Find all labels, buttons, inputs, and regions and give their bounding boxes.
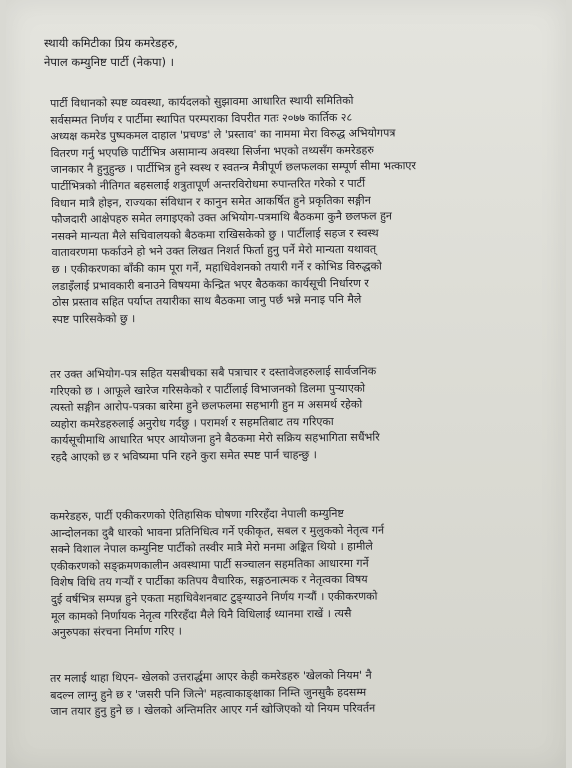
party-name-line: नेपाल कम्युनिष्ट पार्टी (नेकपा) । (44, 55, 174, 69)
salutation-block (44, 34, 524, 72)
paragraph-line: बदल्न लाग्नु हुने छ र 'जसरी पनि जित्ने' महत्वाकाङ्क्षाका निम्ति जुनसुकै हदसम्म (50, 685, 367, 702)
paragraph-line: पार्टीभित्रको नीतिगत बहसलाई शत्रुतापूर्ण अन्तरविरोधमा रुपान्तरित गरेको र पार्टी (50, 176, 366, 193)
paragraph-line: विधान मात्रै होइन, राज्यका संविधान र कानुन समेत आकर्षित हुने प्रकृतिका सङ्गीन (51, 193, 371, 210)
paragraph-line: जानकार नै हुनुहुन्छ । पार्टीभित्र हुने स्वस्थ र स्वतन्त्र मैत्रीपूर्ण छलफलका सम्पूर्ण सीमा भत्काएर (50, 159, 417, 177)
paragraph-line: तर मलाई थाहा थिएन- खेलको उत्तरार्द्धमा आएर केही कमरेडहरु 'खेलको नियम' नै (50, 668, 372, 685)
paragraph-line: कार्यसूचीमाथि आधारित भएर आयोजना हुने बैठकमा मेरो सक्रिय सहभागिता सधैंभरि (50, 430, 380, 448)
paragraph-line: नसक्ने मान्यता मैले सचिवालयको बैठकमा राखिसकेको छु । पार्टीलाई सहज र स्वस्थ (51, 226, 379, 243)
paragraph-line: मूल कामको निर्णायक नेतृत्व गरिरहँदा मैले यिनै विधिलाई ध्यानमा राखें । त्यसै (51, 606, 352, 623)
paragraph-line: आन्दोलनका दुबै धारको भावना प्रतिनिधित्व गर्ने एकीकृत, सबल र मुलुकको नेतृत्व गर्न (50, 523, 385, 540)
letter-page (6, 0, 566, 768)
paragraph-line: विशेष विधि तय गऱ्यौं र पार्टीका कतिपय वैचारिक, सङ्गठनात्मक र नेतृत्वका विषय (50, 573, 368, 590)
paragraph-3 (50, 504, 539, 642)
paragraph-line: सक्ने विशाल नेपाल कम्युनिष्ट पार्टीको तस्वीर मात्रै मेरो मनमा अङ्कित थियो । हामीले (50, 539, 373, 557)
paragraph-line: दुई वर्षभित्र सम्पन्न हुने एकता महाधिवेशनबाट टुङ्ग्याउने निर्णय गऱ्यौं । एकीकरणको (50, 589, 378, 606)
paragraph-line: वितरण गर्नु भएपछि पार्टीभित्र असामान्य अवस्था सिर्जना भएको तथ्यसँग कमरेडहरु (50, 143, 374, 160)
greeting-line: स्थायी कमिटीका प्रिय कमरेडहरु, (44, 36, 178, 50)
paragraph-line: ठोस प्रस्ताव सहित पर्याप्त तयारीका साथ बैठकमा जानु पर्छ भन्ने मनाइ पनि मैले (52, 292, 362, 310)
paragraph-line: कमरेडहरु, पार्टी एकीकरणको ऐतिहासिक घोषणा गरिरहँदा नेपाली कम्युनिष्ट (50, 506, 345, 523)
paragraph-line: रहदै आएको छ र भविष्यमा पनि रहने कुरा समेत स्पष्ट पार्न चाहन्छु । (50, 448, 317, 464)
paragraph-line: फौजदारी आक्षेपहरु समेत लगाइएको उक्त अभियोग-पत्रमाथि बैठकमा कुनै छलफल हुन (51, 209, 393, 227)
paragraph-2 (50, 362, 539, 467)
paragraph-line: अनुरुपका संरचना निर्माण गरिए । (51, 624, 182, 640)
paragraph-line: पार्टी विधानको स्पष्ट व्यवस्था, कार्यदलको सुझावमा आधारित स्थायी समितिको (50, 93, 354, 110)
paragraph-line: तर उक्त अभियोग-पत्र सहित यसबीचका सबै पत्राचार र दस्तावेजहरुलाई सार्वजनिक (50, 364, 377, 381)
paragraph-line: जान तयार हुनु हुने छ । खेलको अन्तिमतिर आएर गर्न खोजिएको यो नियम परिवर्तन (50, 701, 376, 719)
paragraph-line: स्पष्ट पारिसकेको छु । (52, 311, 136, 326)
paragraph-line: अध्यक्ष कमरेड पुष्पकमल दाहाल 'प्रचण्ड' ले 'प्रस्ताव' का नाममा मेरा विरुद्ध अभियोगपत्र (50, 126, 396, 144)
paragraph-1 (50, 91, 540, 328)
paragraph-line: एकीकरणको सङ्क्रमणकालीन अवस्थामा पार्टी सञ्चालन सहमतिका आधारमा गर्ने (50, 556, 369, 573)
paragraph-line: लडाइँलाई प्रभावकारी बनाउने विषयमा केन्द्रित भएर बैठकका कार्यसूची निर्धारण र (51, 276, 369, 293)
paragraph-4 (50, 666, 538, 721)
paragraph-line: व्यहोरा कमरेडहरुलाई अनुरोध गर्दछु । परामर्श र सहमतिबाट तय गरिएका (50, 414, 334, 431)
paragraph-line: सर्वसम्मत निर्णय र पार्टीमा स्थापित परम्पराका विपरीत गतः २०७७ कार्तिक २८ (50, 110, 353, 127)
paragraph-line: गरिएको छ । आफूले खारेज गरिसकेको र पार्टीलाई विभाजनको डिलमा पुऱ्याएको (50, 381, 366, 398)
paragraph-line: वातावरणमा फर्काउने हो भने उक्त लिखत निशर्त फिर्ता हुनु पर्ने मेरो मान्यता यथावत् (51, 242, 377, 260)
paragraph-line: त्यस्तो सङ्गीन आरोप-पत्रका बारेमा हुने छलफलमा सहभागी हुन म असमर्थ रहेको (50, 397, 363, 415)
paragraph-line: छ । एकीकरणका बाँकी काम पूरा गर्ने, महाधिवेशनको तयारी गर्ने र कोभिड विरुद्धको (51, 259, 382, 276)
